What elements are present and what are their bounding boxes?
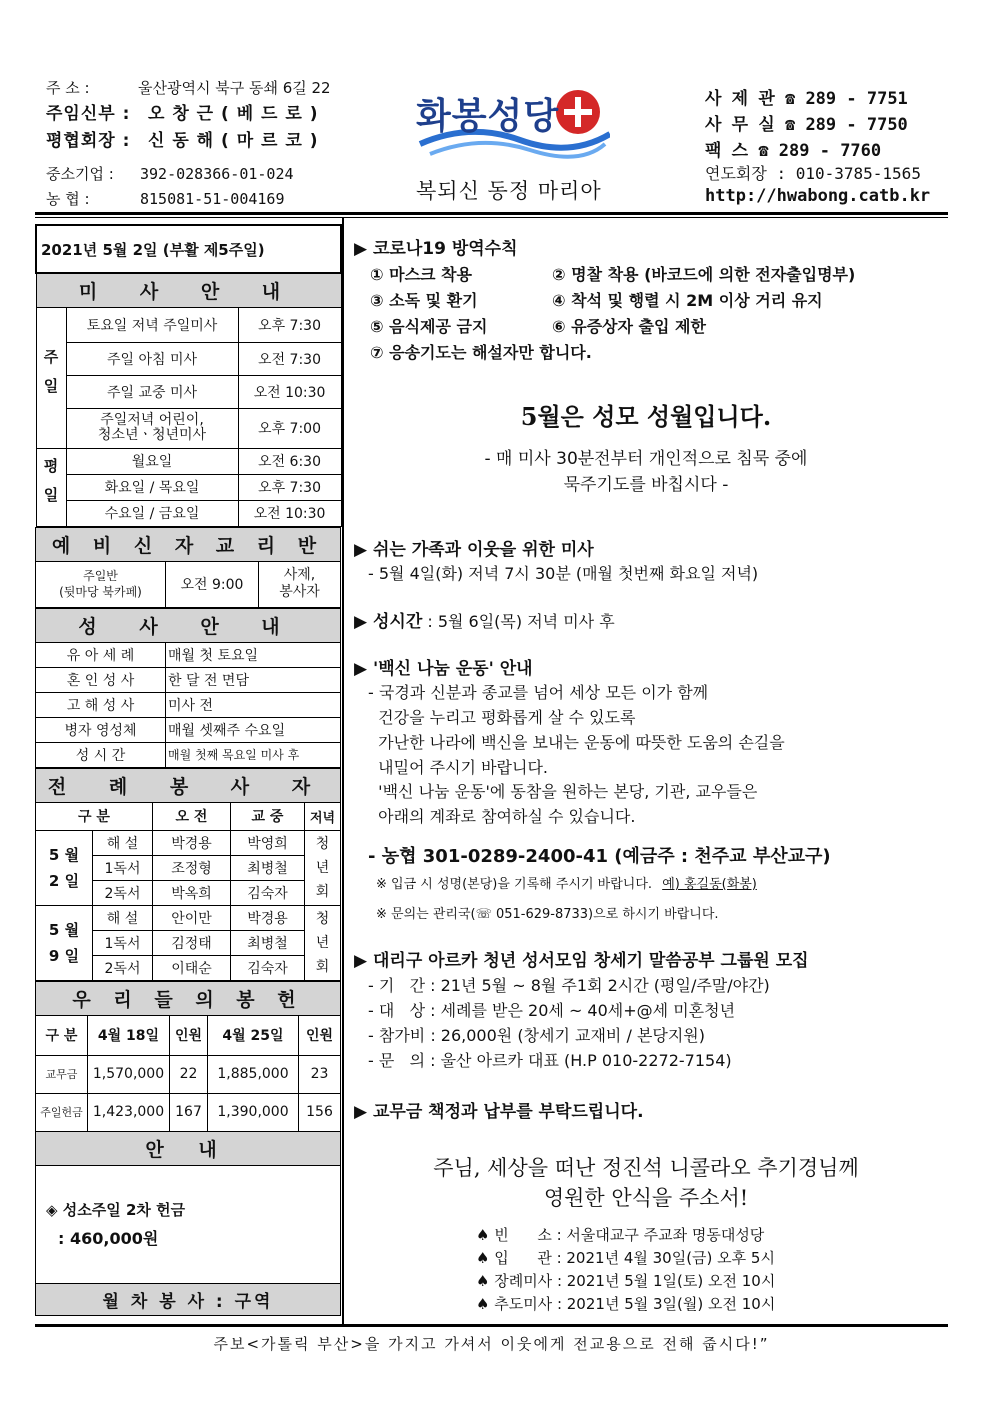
council: 신 동 해 ( 마 르 코 ) xyxy=(148,131,319,151)
server-evening: 청 년 회 xyxy=(305,905,341,980)
pastor-label: 주임신부 : xyxy=(46,104,131,124)
mass-name: 주일 교중 미사 xyxy=(66,375,238,408)
vaccine-note1 xyxy=(376,873,757,892)
office-phone: 사 무 실 ☎ 289 - 7750 xyxy=(705,115,908,135)
covid-rule: ④ 착석 및 행렬 시 2M 이상 거리 유지 xyxy=(552,291,823,310)
offering-head: 4월 18일 xyxy=(88,1015,170,1055)
offering-amount: 1,423,000 xyxy=(88,1093,170,1131)
server-role: 1독서 xyxy=(93,855,153,880)
monthly-service: 월 차 봉 사 : 구역 xyxy=(36,1283,341,1315)
vaccine-line: - 국경과 신분과 종교를 넘어 세상 모든 이가 함께 xyxy=(368,683,709,702)
sacrament-title: 성 사 안 내 xyxy=(36,608,341,642)
server-evening: 청 년 회 xyxy=(305,830,341,905)
server-name: 박경용 xyxy=(153,830,231,855)
servers-head-morning: 오 전 xyxy=(153,802,231,830)
arca-line: - 대 상 : 세례를 받은 20세 ~ 40세+@세 미혼청년 xyxy=(368,1001,736,1020)
family-mass-title: ▶ 쉬는 가족과 이웃을 위한 미사 xyxy=(354,540,594,560)
server-name: 최병철 xyxy=(231,855,305,880)
server-role: 해 설 xyxy=(93,905,153,930)
mass-time: 오전 10:30 xyxy=(238,375,341,408)
mass-time: 오전 10:30 xyxy=(238,500,341,526)
offering-count: 23 xyxy=(299,1055,341,1093)
catechumen-title: 예 비 신 자 교 리 반 xyxy=(36,527,341,561)
server-name: 김숙자 xyxy=(231,880,305,905)
funeral-line: ♠ 장례미사 : 2021년 5월 1일(토) 오전 10시 xyxy=(476,1272,776,1290)
left-column xyxy=(35,224,340,1316)
servers-date: 5 월 9 일 xyxy=(36,905,93,980)
vaccine-note2: ※ 문의는 관리국(☏ 051-629-8733)으로 하시기 바랍니다. xyxy=(376,907,719,922)
holy-hour-title: ▶ 성시간 xyxy=(354,612,423,632)
mass-time: 오전 6:30 xyxy=(238,448,341,474)
arca-line: - 문 의 : 울산 아르카 대표 (H.P 010-2272-7154) xyxy=(368,1051,732,1070)
catechumen-leader: 사제, 봉사자 xyxy=(259,561,341,607)
header-divider xyxy=(35,212,948,215)
holy-hour-text: : 5월 6일(목) 저녁 미사 후 xyxy=(422,612,615,631)
servers-head-type: 구 분 xyxy=(36,802,153,830)
bulletin-date: 2021년 5월 2일 (부활 제5주일) xyxy=(36,225,341,273)
council-label: 평협회장 : xyxy=(46,131,131,151)
sacrament-name: 고 해 성 사 xyxy=(36,692,166,717)
holy-hour xyxy=(354,607,615,632)
covid-rule: ② 명찰 착용 (바코드에 의한 전자출입명부) xyxy=(552,265,856,284)
mass-name: 주일 아침 미사 xyxy=(66,342,238,375)
church-name: 화봉성당 xyxy=(416,96,560,137)
notice-title: 안 내 xyxy=(36,1131,341,1165)
servers-table xyxy=(35,768,341,981)
mass-name: 수요일 / 금요일 xyxy=(66,500,238,526)
offering-head: 인원 xyxy=(170,1015,208,1055)
website-link[interactable]: http://hwabong.catb.kr xyxy=(705,186,931,206)
funeral-line: ♠ 빈 소 : 서울대교구 주교좌 명동대성당 xyxy=(476,1226,765,1244)
funeral-line: ♠ 입 관 : 2021년 4월 30일(금) 오후 5시 xyxy=(476,1249,775,1267)
funeral-line: ♠ 추도미사 : 2021년 5월 3일(월) 오전 10시 xyxy=(476,1295,776,1313)
offering-head: 인원 xyxy=(299,1015,341,1055)
footer-divider xyxy=(35,1324,948,1327)
address: 울산광역시 북구 동쇄 6길 22 xyxy=(138,79,331,97)
pastor: 오 창 근 ( 베 드 로 ) xyxy=(148,104,319,124)
sacrament-name: 성 시 간 xyxy=(36,742,166,767)
server-role: 해 설 xyxy=(93,830,153,855)
offering-amount: 1,885,000 xyxy=(208,1055,299,1093)
offering-table xyxy=(35,981,341,1316)
mass-name: 주일저녁 어린이, 청소년ㆍ청년미사 xyxy=(66,408,238,448)
server-name: 박영희 xyxy=(231,830,305,855)
covid-rule: ⑦ 응송기도는 해설자만 합니다. xyxy=(370,343,592,362)
sacrament-info: 매월 첫째 목요일 미사 후 xyxy=(166,742,341,767)
offering-count: 156 xyxy=(299,1093,341,1131)
server-name: 박경용 xyxy=(231,905,305,930)
server-role: 1독서 xyxy=(93,930,153,955)
memorial-line1: 주님, 세상을 떠난 정진석 니콜라오 추기경님께 xyxy=(433,1156,859,1180)
notice-line1: ◈ 성소주일 2차 헌금 xyxy=(46,1201,186,1219)
family-mass-text: - 5월 4일(화) 저녁 7시 30분 (매월 첫번째 화요일 저녁) xyxy=(368,564,759,583)
catechumen-class: 주일반 (뒷마당 북카페) xyxy=(36,561,166,607)
sacrament-info: 한 달 전 면담 xyxy=(166,667,341,692)
catechumen-table xyxy=(35,527,341,608)
servers-title: 전 례 봉 사 자 xyxy=(36,768,341,802)
server-name: 김숙자 xyxy=(231,955,305,980)
server-name: 조정형 xyxy=(153,855,231,880)
servers-head-main: 교 중 xyxy=(231,802,305,830)
bank1-account: 392-028366-01-024 xyxy=(140,165,294,183)
sacrament-info: 매월 셋째주 수요일 xyxy=(166,717,341,742)
may-title: 5월은 성모 성월입니다. xyxy=(520,402,772,431)
weekday-label: 평일 xyxy=(36,448,66,526)
fax-phone: 팩 스 ☎ 289 - 7760 xyxy=(705,141,882,161)
arca-line: - 기 간 : 21년 5월 ~ 8월 주1회 2시간 (평일/주말/야간) xyxy=(368,976,770,995)
mass-time: 오후 7:30 xyxy=(238,307,341,342)
arca-line: - 참가비 : 26,000원 (창세기 교재비 / 본당지원) xyxy=(368,1026,706,1045)
bank1-label: 중소기업 : xyxy=(46,165,114,183)
offering-title: 우 리 들 의 봉 헌 xyxy=(36,981,341,1015)
covid-rule: ⑤ 음식제공 금지 xyxy=(370,317,488,336)
vaccine-line: 아래의 계좌로 참여하실 수 있습니다. xyxy=(368,807,636,826)
server-name: 안이만 xyxy=(153,905,231,930)
arca-title: ▶ 대리구 아르카 청년 성서모임 창세기 말씀공부 그룹원 모집 xyxy=(354,951,809,971)
notice-line2: : 460,000원 xyxy=(58,1229,159,1248)
left-table xyxy=(35,224,342,527)
vaccine-line: 가난한 나라에 백신을 보내는 운동에 따뜻한 도움의 손길을 xyxy=(368,733,785,752)
sunday-label: 주일 xyxy=(36,307,66,448)
mass-time: 오후 7:00 xyxy=(238,408,341,448)
rectory-phone: 사 제 관 ☎ 289 - 7751 xyxy=(705,89,908,109)
offering-head: 구 분 xyxy=(36,1015,88,1055)
mass-guide-title: 미 사 안 내 xyxy=(36,273,341,307)
offering-type: 교무금 xyxy=(36,1055,88,1093)
memorial-line2: 영원한 안식을 주소서! xyxy=(543,1186,749,1210)
tithe-title: ▶ 교무금 책정과 납부를 부탁드립니다. xyxy=(354,1102,644,1122)
mass-name: 월요일 xyxy=(66,448,238,474)
sacrament-info: 매월 첫 토요일 xyxy=(166,642,341,667)
mass-time: 오후 7:30 xyxy=(238,474,341,500)
may-sub2: 묵주기도를 바칩시다 - xyxy=(563,475,729,495)
server-role: 2독서 xyxy=(93,880,153,905)
mass-name: 토요일 저녁 주일미사 xyxy=(66,307,238,342)
offering-count: 22 xyxy=(170,1055,208,1093)
bank2-account: 815081-51-004169 xyxy=(140,190,285,208)
sacrament-name: 유 아 세 례 xyxy=(36,642,166,667)
vaccine-line: '백신 나눔 운동'에 동참을 원하는 본당, 기관, 교우들은 xyxy=(368,782,758,801)
offering-head: 4월 25일 xyxy=(208,1015,299,1055)
server-name: 김정태 xyxy=(153,930,231,955)
covid-title: ▶ 코로나19 방역수칙 xyxy=(354,239,518,259)
vaccine-line: 건강을 누리고 평화롭게 살 수 있도록 xyxy=(368,708,636,727)
sacrament-name: 병자 영성체 xyxy=(36,717,166,742)
header-divider-thin xyxy=(35,217,948,218)
offering-type: 주일헌금 xyxy=(36,1093,88,1131)
vaccine-account: - 농협 301-0289-2400-41 (예금주 : 천주교 부산교구) xyxy=(368,846,831,867)
footer-text: 주보<가톨릭 부산>을 가지고 가셔서 이웃에게 전교용으로 전해 줍시다!” xyxy=(213,1335,770,1353)
covid-rule: ① 마스크 착용 xyxy=(370,265,472,284)
bank2-label: 농 협 : xyxy=(46,190,90,208)
offering-amount: 1,570,000 xyxy=(88,1055,170,1093)
mass-time: 오전 7:30 xyxy=(238,342,341,375)
covid-rule: ⑥ 유증상자 출입 제한 xyxy=(552,317,706,336)
address-label: 주 소 : xyxy=(46,79,90,97)
servers-date: 5 월 2 일 xyxy=(36,830,93,905)
server-name: 이태순 xyxy=(153,955,231,980)
server-name: 최병철 xyxy=(231,930,305,955)
covid-rule: ③ 소독 및 환기 xyxy=(370,291,478,310)
vaccine-note1-example: 예) 홍길동(화봉) xyxy=(662,877,757,892)
vaccine-title: ▶ '백신 나눔 운동' 안내 xyxy=(354,659,533,679)
catechumen-time: 오전 9:00 xyxy=(166,561,259,607)
server-role: 2독서 xyxy=(93,955,153,980)
sacrament-table xyxy=(35,608,341,768)
sacrament-name: 혼 인 성 사 xyxy=(36,667,166,692)
vaccine-note1-text: ※ 입금 시 성명(본당)을 기록해 주시기 바랍니다. xyxy=(376,877,653,892)
servers-head-evening: 저녁 xyxy=(305,802,341,830)
offering-count: 167 xyxy=(170,1093,208,1131)
vaccine-line: 내밀어 주시기 바랍니다. xyxy=(368,758,548,777)
liaison-phone: 연도회장 : 010-3785-1565 xyxy=(705,164,921,183)
sacrament-info: 미사 전 xyxy=(166,692,341,717)
server-name: 박옥희 xyxy=(153,880,231,905)
mass-name: 화요일 / 목요일 xyxy=(66,474,238,500)
patron-saint: 복되신 동정 마리아 xyxy=(416,179,602,203)
offering-amount: 1,390,000 xyxy=(208,1093,299,1131)
may-sub1: - 매 미사 30분전부터 개인적으로 침묵 중에 xyxy=(484,449,808,469)
